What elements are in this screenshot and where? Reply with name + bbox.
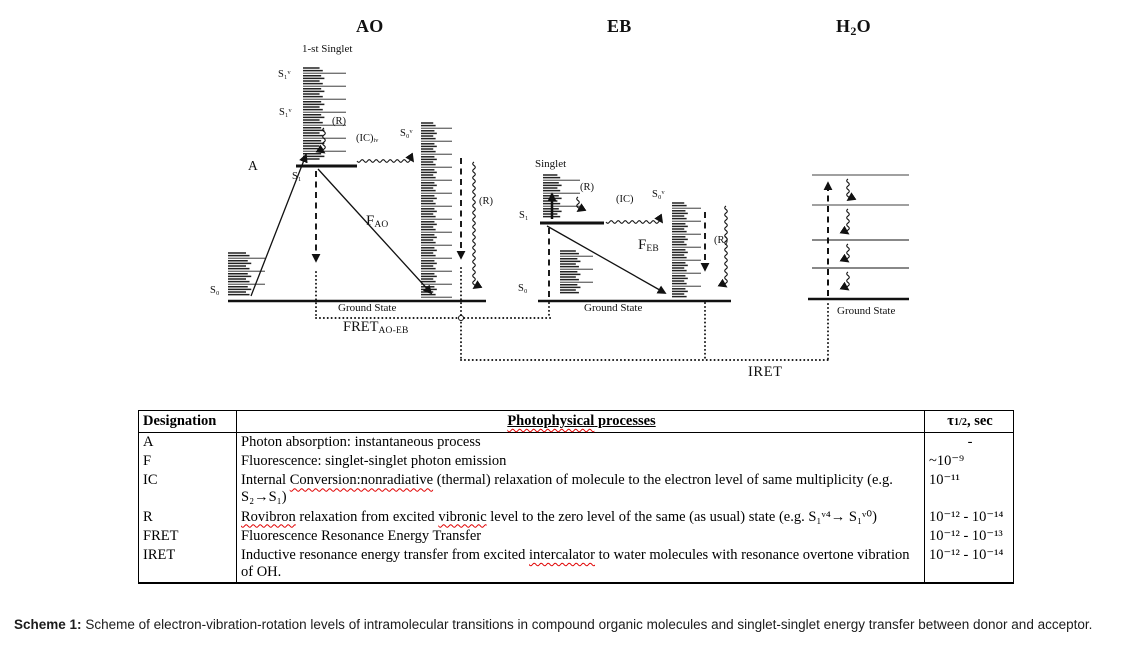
ao-fluorescence-arrow	[318, 169, 431, 293]
ao-s0-vibronic-ladder	[421, 123, 452, 297]
eb-fluorescence-label: FEB	[638, 237, 659, 254]
ao-s1v-label-lower: S₁ᵛ	[279, 107, 292, 118]
ao-rovibron-label-2: (R)	[479, 196, 493, 207]
cell-designation: R	[139, 508, 237, 527]
h2o-ground-state-label: Ground State	[837, 305, 896, 317]
ao-internal-conversion-label: (IC)ᵢᵥ	[356, 133, 379, 144]
cell-tau: -	[925, 433, 1014, 453]
table-body	[139, 433, 1014, 583]
ao-rovibron-wavy-arrow-1	[323, 128, 326, 153]
fret-label: FRETAO-EB	[343, 319, 409, 336]
h2o-relaxation-wavy-3	[847, 244, 850, 262]
h2o-column-title: H2O	[836, 16, 871, 38]
ao-ground-state-label: Ground State	[338, 302, 397, 314]
ao-first-singlet-label: 1-st Singlet	[302, 43, 353, 55]
table-row	[139, 527, 1014, 546]
cell-designation: A	[139, 433, 237, 453]
cell-process: Internal Conversion:nonradiative (thermal) relaxation of molecule to the electron level of same multiplicity (e.g. S₂→S₁)	[237, 471, 925, 507]
photophysical-processes-table	[138, 410, 1014, 584]
ao-rovibron-label-1: (R)	[332, 116, 346, 127]
eb-rovibron-label-1: (R)	[580, 182, 594, 193]
fret-iret-junction	[459, 316, 464, 321]
h2o-relaxation-wavy-2	[847, 209, 850, 234]
cell-process: Inductive resonance energy transfer from excited intercalator to water molecules with resonance overtone vibration of OH.	[237, 546, 925, 583]
caption-text: Scheme of electron-vibration-rotation levels of intramolecular transitions in compound organic molecules and singlet-singlet energy transfer between donor and acceptor.	[85, 617, 1093, 632]
ao-column-title: AO	[356, 16, 384, 36]
eb-singlet-label: Singlet	[535, 158, 567, 170]
table-header-row	[139, 411, 1014, 433]
cell-tau: 10⁻¹² - 10⁻¹⁴	[925, 546, 1014, 583]
eb-s1-label: S₁	[519, 210, 529, 221]
cell-process: Photon absorption: instantaneous process	[237, 433, 925, 453]
caption-label: Scheme 1:	[14, 617, 82, 632]
table-row	[139, 471, 1014, 507]
spellcheck-underline: Rovibron	[241, 508, 296, 525]
cell-designation: IC	[139, 471, 237, 507]
figure-caption	[14, 615, 1126, 636]
eb-s0v-label: S₀ᵛ	[652, 189, 665, 200]
table-row	[139, 452, 1014, 471]
header-processes: Photophysical processes	[237, 411, 925, 433]
ao-s0-label: S₀	[210, 285, 220, 296]
eb-internal-conversion-label: (IC)	[616, 194, 634, 205]
ao-rovibron-wavy-arrow-2	[473, 162, 476, 288]
cell-tau: 10⁻¹² - 10⁻¹⁴	[925, 508, 1014, 527]
h2o-relaxation-wavy-4	[847, 272, 850, 290]
cell-tau: ~10⁻⁹	[925, 452, 1014, 471]
spellcheck-underline: Conversion:nonradiative	[289, 472, 434, 489]
eb-s0-label: S₀	[518, 283, 528, 294]
cell-designation: F	[139, 452, 237, 471]
ao-internal-conversion-wavy-arrow	[357, 160, 413, 163]
spellcheck-underline: intercalator	[529, 546, 596, 563]
ao-s1-label: S₁	[292, 171, 302, 182]
header-tau: τ1/2, sec	[925, 411, 1014, 433]
ao-s0v-label: S₀ᵛ	[400, 128, 413, 139]
eb-s1-vibronic-ladder	[543, 175, 580, 217]
eb-internal-conversion-wavy-arrow	[606, 221, 662, 224]
cell-process: Rovibron relaxation from excited vibronic level to the zero level of the same (as usual) state (e.g. S₁ᵛ⁴→ S₁ᵛ⁰)	[237, 508, 925, 527]
iret-label: IRET	[748, 364, 783, 380]
spellcheck-underline: Photophysical	[507, 413, 595, 429]
table-row	[139, 433, 1014, 453]
cell-tau: 10⁻¹¹	[925, 471, 1014, 507]
eb-ground-state-label: Ground State	[584, 302, 643, 314]
eb-s0-ladder	[560, 251, 593, 293]
ao-s1v-label-upper: S₁ᵛ	[278, 69, 291, 80]
spellcheck-underline: vibronic	[438, 508, 487, 525]
cell-process: Fluorescence: singlet-singlet photon emission	[237, 452, 925, 471]
cell-process: Fluorescence Resonance Energy Transfer	[237, 527, 925, 546]
ao-absorption-label: A	[248, 158, 258, 173]
cell-designation: IRET	[139, 546, 237, 583]
h2o-relaxation-wavy-1	[847, 179, 850, 200]
eb-rovibron-wavy-arrow-1	[577, 197, 580, 211]
eb-column-title: EB	[607, 16, 632, 36]
header-designation: Designation	[139, 411, 237, 433]
cell-tau: 10⁻¹² - 10⁻¹³	[925, 527, 1014, 546]
ao-fluorescence-label: FAO	[366, 213, 389, 230]
eb-rovibron-label-2: (R)	[714, 235, 728, 246]
cell-designation: FRET	[139, 527, 237, 546]
table-row	[139, 508, 1014, 527]
eb-s0-vibronic-ladder	[672, 203, 701, 297]
table-row	[139, 546, 1014, 583]
